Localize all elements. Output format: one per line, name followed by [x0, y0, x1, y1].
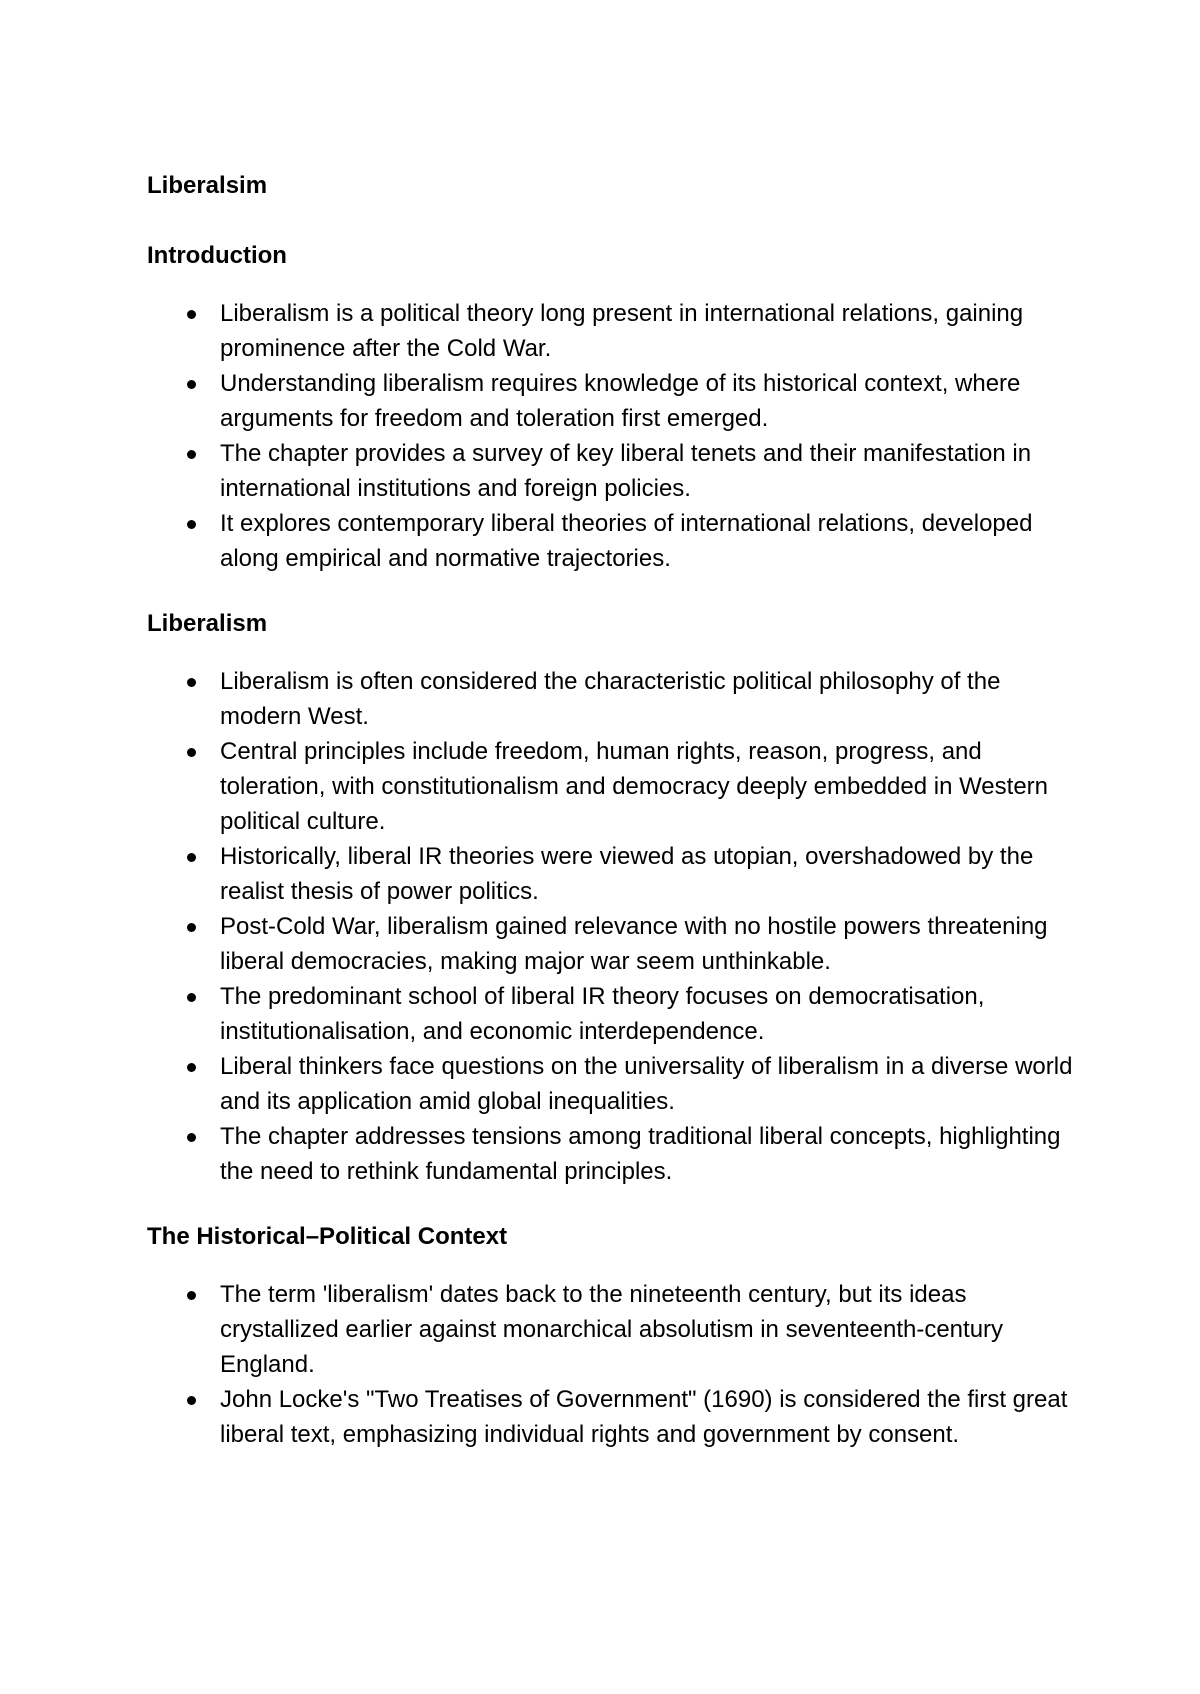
bullet-list-historical-political-context	[147, 1277, 1077, 1452]
list-item: The term 'liberalism' dates back to the nineteenth century, but its ideas crystallized earlier against monarchical absolutism in seventeenth-century England.	[147, 1277, 1077, 1382]
document-title: Liberalsim	[147, 172, 268, 199]
section-heading-introduction: Introduction	[147, 242, 287, 269]
list-item: Liberalism is a political theory long present in international relations, gaining prominence after the Cold War.	[147, 296, 1077, 366]
list-item: Liberal thinkers face questions on the universality of liberalism in a diverse world and its application amid global inequalities.	[147, 1049, 1077, 1119]
list-item: Central principles include freedom, human rights, reason, progress, and toleration, with constitutionalism and democracy deeply embedded in Western political culture.	[147, 734, 1077, 839]
list-item: John Locke's "Two Treatises of Government" (1690) is considered the first great liberal text, emphasizing individual rights and government by consent.	[147, 1382, 1077, 1452]
list-item: The predominant school of liberal IR theory focuses on democratisation, institutionalisation, and economic interdependence.	[147, 979, 1077, 1049]
list-item: It explores contemporary liberal theories of international relations, developed along empirical and normative trajectories.	[147, 506, 1077, 576]
list-item: Post-Cold War, liberalism gained relevance with no hostile powers threatening liberal democracies, making major war seem unthinkable.	[147, 909, 1077, 979]
section-heading-historical-political-context: The Historical–Political Context	[147, 1223, 508, 1250]
bullet-list-liberalism	[147, 664, 1077, 1189]
list-item: Liberalism is often considered the characteristic political philosophy of the modern West.	[147, 664, 1077, 734]
list-item: Understanding liberalism requires knowledge of its historical context, where arguments for freedom and toleration first emerged.	[147, 366, 1077, 436]
list-item: Historically, liberal IR theories were viewed as utopian, overshadowed by the realist thesis of power politics.	[147, 839, 1077, 909]
list-item: The chapter provides a survey of key liberal tenets and their manifestation in international institutions and foreign policies.	[147, 436, 1077, 506]
bullet-list-introduction	[147, 296, 1077, 576]
document-body	[147, 171, 1077, 1485]
list-item: The chapter addresses tensions among traditional liberal concepts, highlighting the need to rethink fundamental principles.	[147, 1119, 1077, 1189]
section-heading-liberalism: Liberalism	[147, 610, 268, 637]
